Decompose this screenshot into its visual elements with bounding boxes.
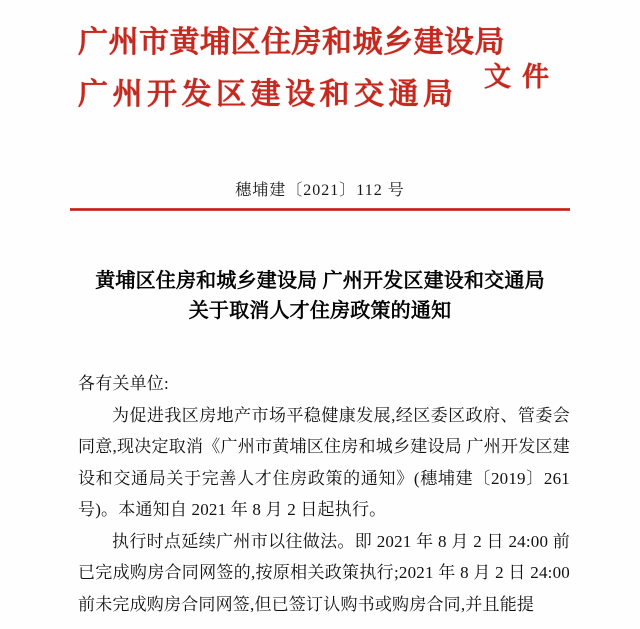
red-separator-rule [70, 208, 570, 211]
masthead-document-suffix: 文件 [484, 62, 560, 92]
document-title [70, 266, 570, 326]
masthead-organization-line-1: 广州市黄埔区住房和城乡建设局 [78, 26, 505, 59]
body-salutation: 各有关单位: [78, 374, 169, 393]
document-title-line-2: 关于取消人才住房政策的通知 [188, 300, 452, 322]
body-paragraph-2: 执行时点延续广州市以往做法。即 2021 年 8 月 2 日 24:00 前已完成购房合同网签的,按原相关政策执行;2021 年 8 月 2 日 24:00 前未完成购房合同网签,但已签订认购书或购房合同,并且能提 [78, 531, 570, 614]
body-paragraph-1: 为促进我区房地产市场平稳健康发展,经区委区政府、管委会同意,现决定取消《广州市黄埔区住房和城乡建设局 广州开发区建设和交通局关于完善人才住房政策的通知》(穗埔建〔2019〕261 号)。本通知自 2021 年 8 月 2 日起执行。 [78, 405, 570, 519]
masthead-organization-line-2: 广州开发区建设和交通局 [78, 78, 458, 111]
document-serial-number: 穗埔建〔2021〕112 号 [235, 182, 405, 199]
document-body [78, 368, 570, 620]
document-title-line-1: 黄埔区住房和城乡建设局 广州开发区建设和交通局 [95, 270, 545, 292]
document-masthead [0, 22, 640, 142]
